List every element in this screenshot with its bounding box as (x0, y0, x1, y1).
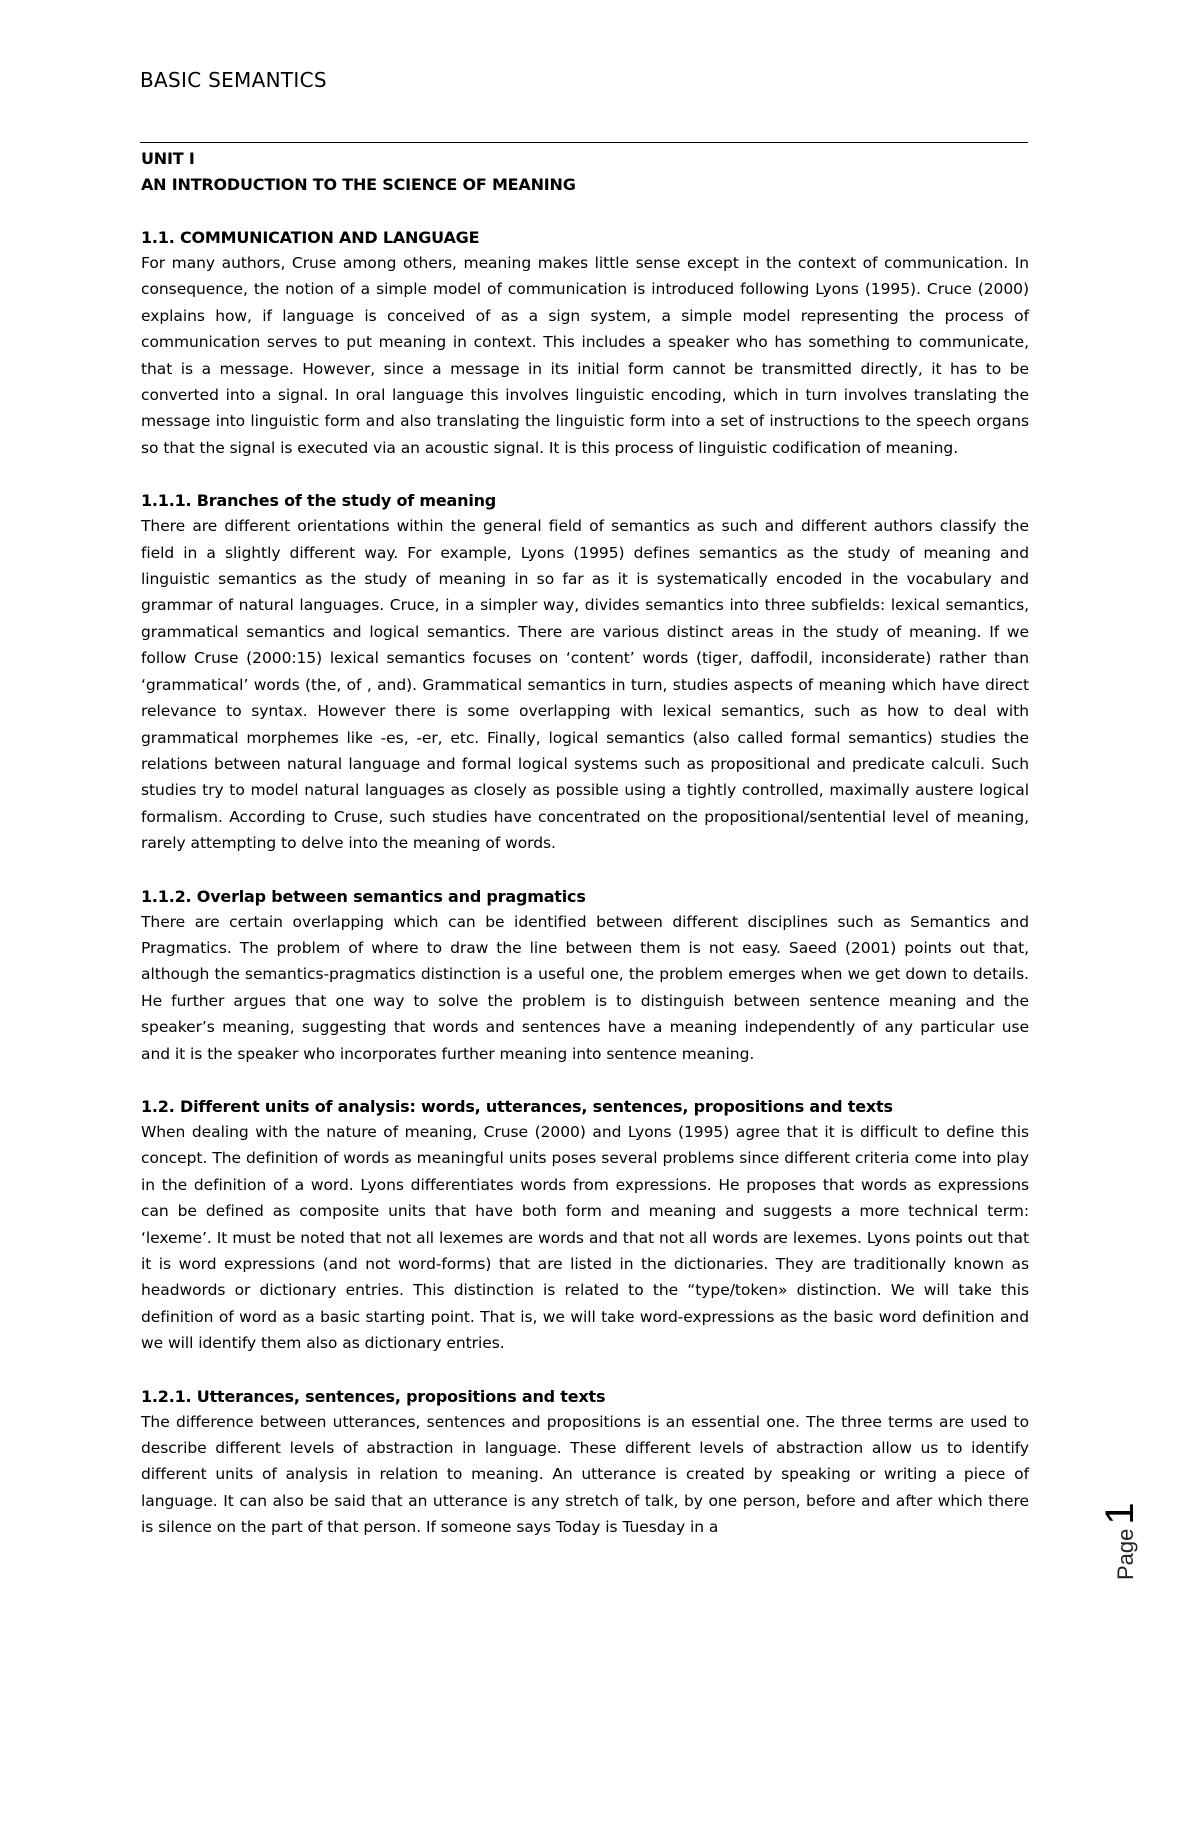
section-semantics-pragmatics-overlap (141, 885, 1029, 1067)
section-communication-and-language (141, 226, 1029, 461)
running-header: BASIC SEMANTICS (140, 68, 327, 92)
section-paragraph: There are certain overlapping which can be identified between different disciplines such as Semantics and Pragmatics. The problem of where to draw the line between them is not easy. Saeed (2001) points out that, although the semantics-pragmatics distinction is a useful one, the problem emerges when we get down to details. He further argues that one way to solve the problem is to distinguish between sentence meaning and the speaker’s meaning, suggesting that words and sentences have a meaning independently of any particular use and it is the speaker who incorporates further meaning into sentence meaning. (141, 912, 1029, 1063)
page-number: 1 (1098, 1502, 1142, 1525)
section-heading: 1.1.2. Overlap between semantics and pragmatics (141, 886, 586, 906)
section-heading: 1.1. COMMUNICATION AND LANGUAGE (141, 228, 480, 247)
unit-title: UNIT I (141, 149, 195, 168)
section-branches-of-meaning (141, 489, 1029, 856)
section-paragraph: The difference between utterances, sentences and propositions is an essential one. The three terms are used to describe different levels of abstraction in language. These different levels of abstraction allow us to identify different units of analysis in relation to meaning. An utterance is created by speaking or writing a piece of language. It can also be said that an utterance is any stretch of talk, by one person, before and after which there is silence on the part of that person. If someone says Today is Tuesday in a (141, 1412, 1029, 1537)
section-units-of-analysis (141, 1095, 1029, 1357)
section-heading: 1.2. Different units of analysis: words, utterances, sentences, propositions and texts (141, 1096, 893, 1116)
unit-subtitle: AN INTRODUCTION TO THE SCIENCE OF MEANING (141, 175, 576, 194)
unit-heading-block (141, 146, 1029, 198)
document-body (141, 146, 1029, 1569)
section-heading: 1.1.1. Branches of the study of meaning (141, 491, 497, 511)
section-paragraph: There are different orientations within the general field of semantics as such and different authors classify the field in a slightly different way. For example, Lyons (1995) defines semantics as the study of meaning and linguistic semantics as the study of meaning in so far as it is systematically encoded in the vocabulary and grammar of natural languages. Cruce, in a simpler way, divides semantics into three subfields: lexical semantics, grammatical semantics and logical semantics. There are various distinct areas in the study of meaning. If we follow Cruse (2000:15) lexical semantics focuses on ‘content’ words (tiger, daffodil, inconsiderate) rather than ‘grammatical’ words (the, of , and). Grammatical semantics in turn, studies aspects of meaning which have direct relevance to syntax. However there is some overlapping with lexical semantics, such as how to deal with grammatical morphemes like -es, -er, etc. Finally, logical semantics (also called formal semantics) studies the relations between natural language and formal logical systems such as propositional and predicate calculi. Such studies try to model natural languages as closely as possible using a tightly controlled, maximally austere logical formalism. According to Cruse, such studies have concentrated on the propositional/sentential level of meaning, rarely attempting to delve into the meaning of words. (141, 517, 1029, 853)
section-utterances-sentences (141, 1385, 1029, 1541)
section-paragraph: For many authors, Cruse among others, meaning makes little sense except in the context of communication. In consequence, the notion of a simple model of communication is introduced following Lyons (1995). Cruce (2000) explains how, if language is conceived of as a sign system, a simple model representing the process of communication serves to put meaning in context. This includes a speaker who has something to communicate, that is a message. However, since a message in its initial form cannot be transmitted directly, it has to be converted into a signal. In oral language this involves linguistic encoding, which in turn involves translating the message into linguistic form and also translating the linguistic form into a set of instructions to the speech organs so that the signal is executed via an acoustic signal. It is this process of linguistic codification of meaning. (141, 254, 1029, 457)
page-label: Page (1113, 1528, 1138, 1580)
section-heading: 1.2.1. Utterances, sentences, propositions and texts (141, 1386, 606, 1406)
header-divider (140, 142, 1028, 143)
section-paragraph: When dealing with the nature of meaning, Cruse (2000) and Lyons (1995) agree that it is difficult to define this concept. The definition of words as meaningful units poses several problems since different criteria come into play in the definition of a word. Lyons differentiates words from expressions. He proposes that words as expressions can be defined as composite units that have both form and meaning and suggests a more technical term: ‘lexeme’. It must be noted that not all lexemes are words and that not all words are lexemes. Lyons points out that it is word expressions (and not word-forms) that are listed in the dictionaries. They are traditionally known as headwords or dictionary entries. This distinction is related to the “type/token» distinction. We will take this definition of word as a basic starting point. That is, we will take word-expressions as the basic word definition and we will identify them also as dictionary entries. (141, 1122, 1029, 1353)
page-number-marker (1098, 1440, 1158, 1580)
